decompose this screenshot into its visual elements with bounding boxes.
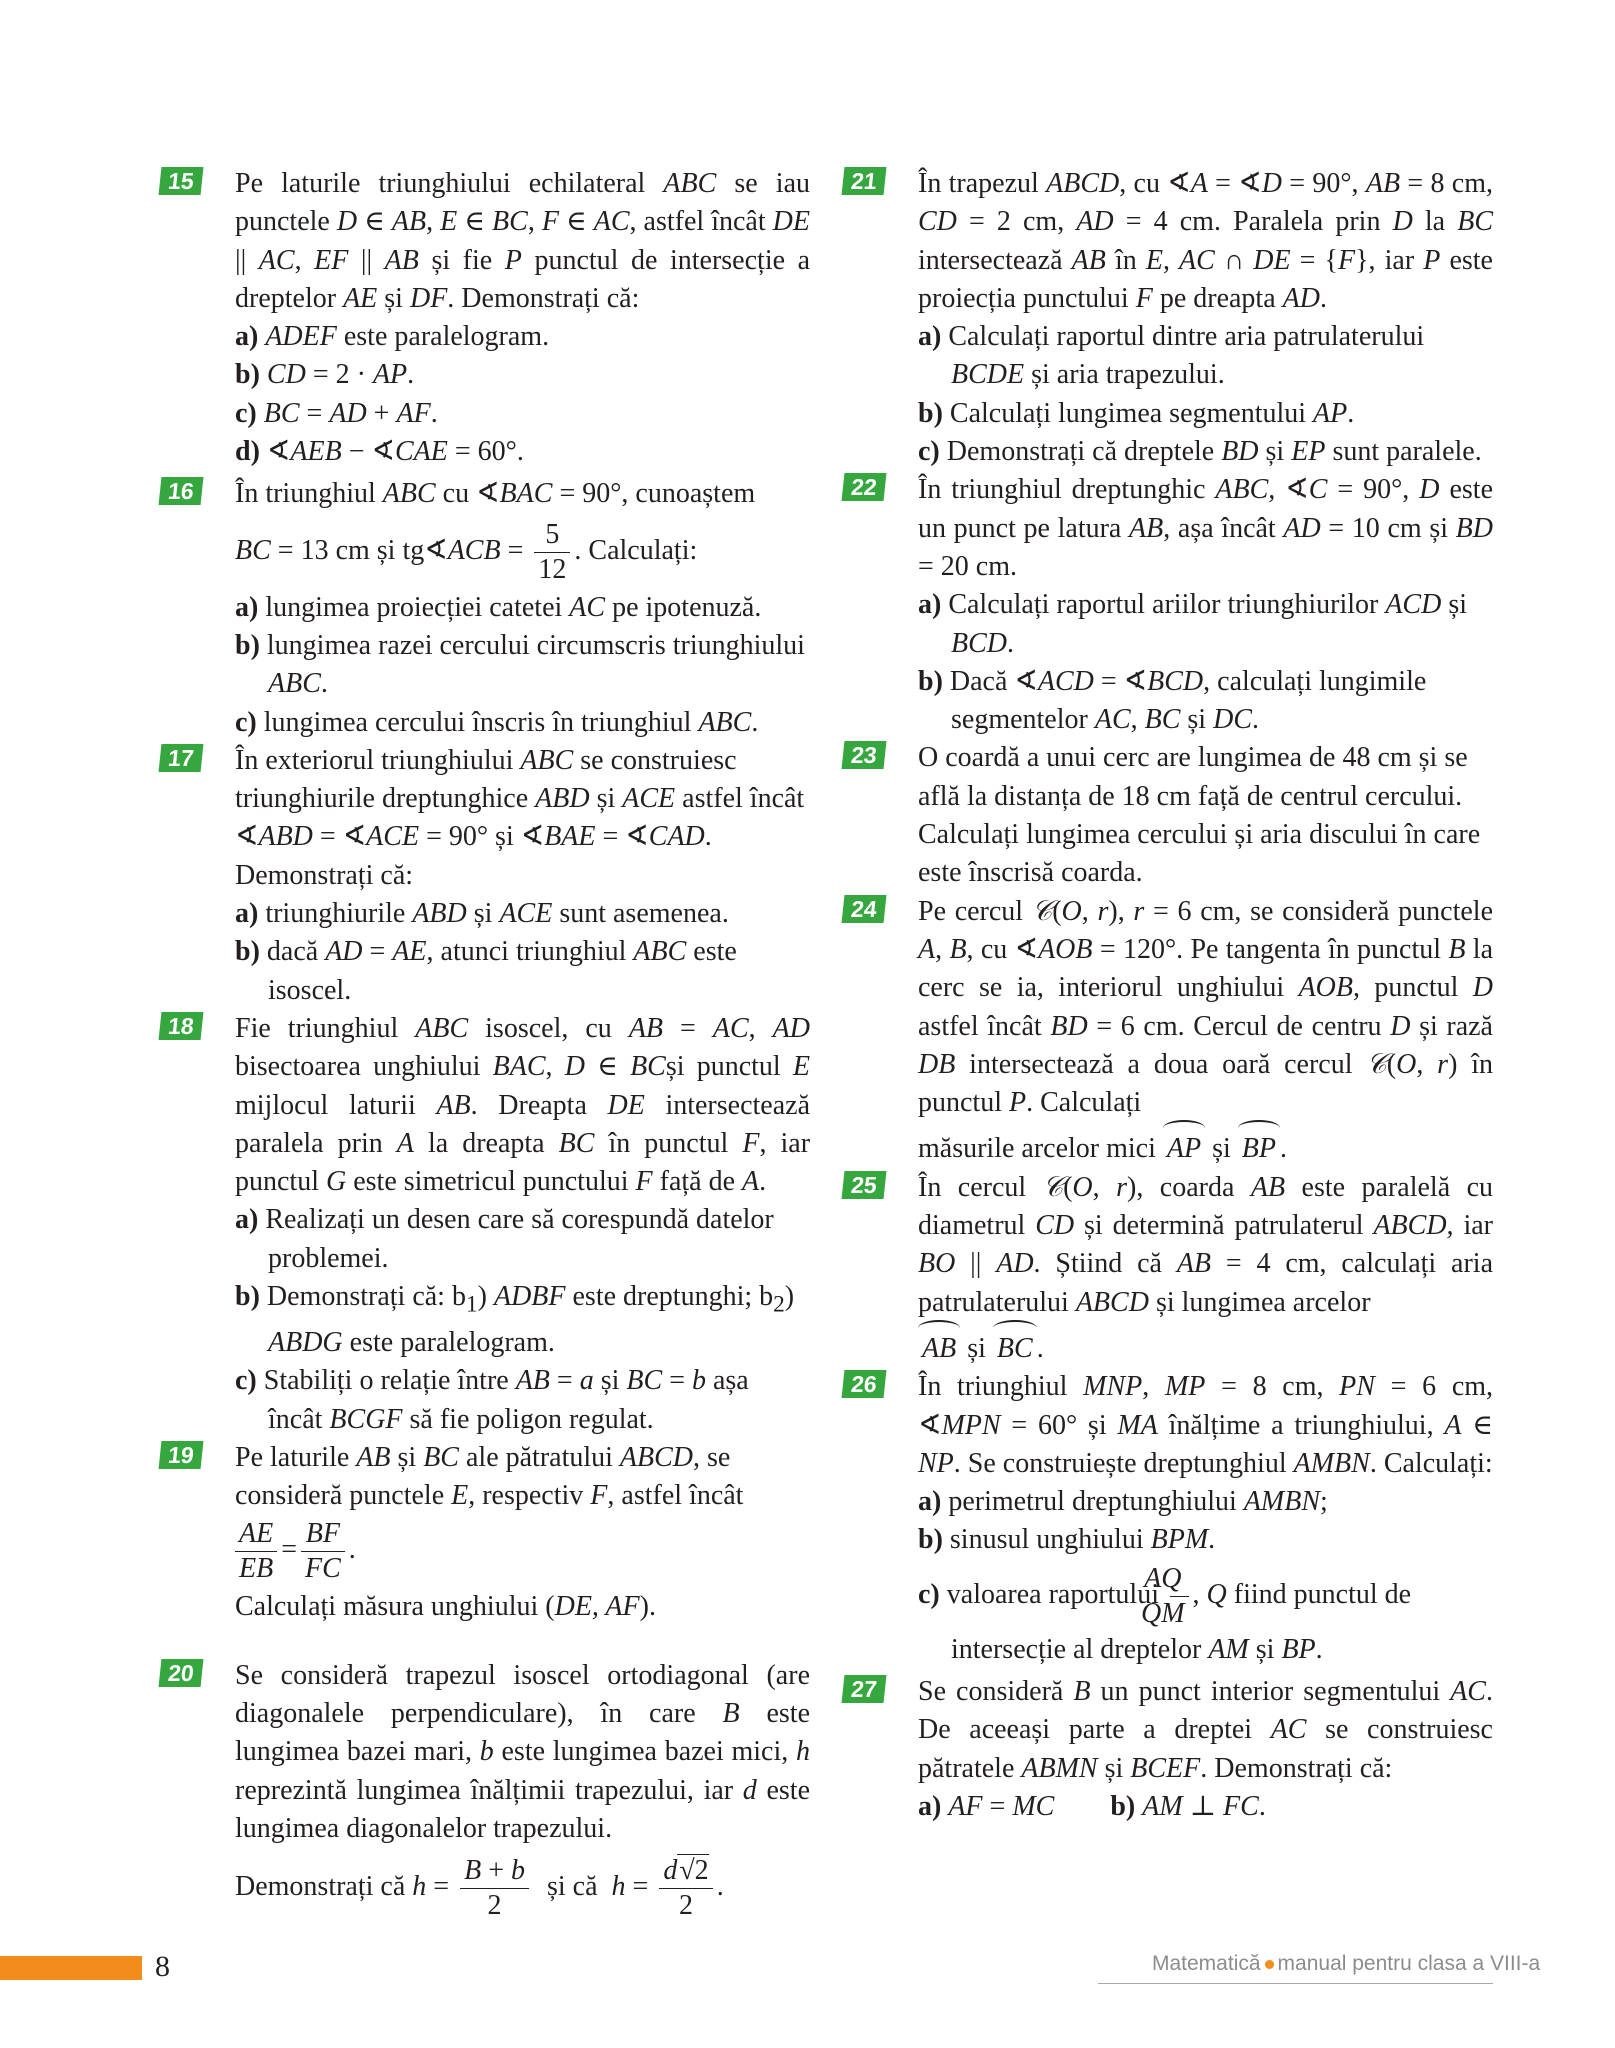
- subitem-b: b) sinusul unghiului BPM.: [918, 1524, 1216, 1556]
- subitem-c: c) valoarea raportului $\frac{AQ}{QM}$ , Q fiind punctul de intersecție al dreptelor AM și BP.: [918, 1562, 1412, 1665]
- problem-25: [843, 1169, 1493, 1368]
- problem-27: [843, 1673, 1493, 1826]
- problem-23: [843, 739, 1493, 892]
- problem-number-badge: 27: [842, 1675, 887, 1703]
- arc-line: măsurile arcelor mici AP și BP .: [918, 1130, 1493, 1168]
- problem-statement: În triunghiul dreptunghic ABC, ∢C = 90°, D este un punct pe latura AB, așa încât AD = 10 cm și BD = 20 cm.: [918, 474, 1493, 582]
- problem-16: [160, 475, 810, 741]
- subitem-a: a) Calculați raportul dintre aria patrulaterului BCDE și aria trapezului.: [918, 321, 1425, 391]
- problem-number-badge: 22: [842, 473, 887, 501]
- left-column: [160, 165, 810, 1923]
- subitem-b: b) lungimea razei cercului circumscris triunghiului ABC.: [235, 629, 805, 700]
- subitem-b: b) dacă AD = AE, atunci triunghiul ABC este isoscel.: [235, 936, 737, 1006]
- problem-statement: Pe cercul 𝒞(O, r), r = 6 cm, se consideră punctele A, B, cu ∢AOB = 120°. Pe tangenta în punctul B la cerc se ia, interiorul unghiului AOB, punctul D astfel încât BD = 6 cm. Cercul de centru D și rază DB intersectează a doua oară cercul 𝒞(O, r) în punctul P. Calculați: [918, 895, 1494, 1119]
- subitem-c: c) Stabiliți o relație între AB = a și BC = b așa încât BCGF să fie poligon regulat.: [235, 1365, 749, 1435]
- problem-number-badge: 17: [159, 744, 204, 772]
- subitem-b: b) Dacă ∢ACD = ∢BCD, calculați lungimile segmentelor AC, BC și DC.: [918, 665, 1427, 736]
- subitem-c: c) Demonstrați că dreptele BD și EP sunt paralele.: [918, 436, 1482, 468]
- fraction-denominator: 12: [538, 553, 567, 585]
- problem-statement: În triunghiul MNP, MP = 8 cm, PN = 6 cm, ∢MPN = 60° și MA înălțime a triunghiului, A ∈ NP. Se construiește dreptunghiul AMBN. Calculați:: [918, 1371, 1494, 1479]
- subitem-a: a) triunghiurile ABD și ACE sunt asemenea.: [235, 898, 729, 930]
- problem-statement: Pe laturile AB și BC ale pătratului ABCD, se consideră punctele E, respectiv F, astfel încât: [235, 1441, 744, 1512]
- footer-book-subtitle: manual pentru clasa a VIII-a: [1277, 1952, 1541, 1975]
- problem-number-badge: 16: [159, 477, 204, 505]
- subitem-b: b) Demonstrați că: $b_1$) ADBF este dreptunghi; $b_2$) ABDG este paralelogram.: [235, 1281, 795, 1358]
- problem-20: [160, 1657, 810, 1923]
- subitem-a: a) Calculați raportul ariilor triunghiurilor ACD și BCD.: [918, 589, 1468, 659]
- problem-21: [843, 165, 1493, 471]
- problem-26: [843, 1368, 1493, 1669]
- problem-statement: Se consideră B un punct interior segmentului AC. De aceeași parte a dreptei AC se construiesc pătratele ABMN și BCEF. Demonstrați că:: [918, 1675, 1493, 1784]
- problem-number-badge: 20: [159, 1659, 204, 1687]
- subitems-ab: a) AF = MC b) AM ⊥ FC.: [918, 1790, 1266, 1822]
- problem-number-badge: 26: [842, 1370, 887, 1398]
- problem-number-badge: 23: [842, 741, 887, 769]
- formula-line: Demonstrați că h = $\frac{B + b}{2}$ și că h = $\frac{d√2}{2}$ .: [235, 1855, 724, 1922]
- problem-18: [160, 1010, 810, 1439]
- subitem-a: a) lungimea proiecției catetei AC pe ipotenuză.: [235, 591, 762, 623]
- problem-statement: Se consideră trapezul isoscel ortodiagonal (are diagonalele perpendiculare), în care B este lungimea bazei mari, b este lungimea bazei mici, h reprezintă lungimea înălțimii trapezului, iar d este lungimea diagonalelor trapezului.: [235, 1659, 811, 1844]
- subitem-b: b) Calculați lungimea segmentului AP.: [918, 397, 1355, 429]
- problem-number-badge: 19: [159, 1441, 204, 1469]
- problem-statement-line2: BC = 13 cm și tg∢ACB = $\frac{5}{12}$ . Calculați:: [235, 518, 698, 585]
- subitem-c: c) lungimea cercului înscris în triunghiul ABC.: [235, 706, 759, 738]
- subitem-a: a) ADEF este paralelogram.: [235, 321, 550, 353]
- subitem-d: d) ∢AEB − ∢CAE = 60°.: [235, 436, 524, 468]
- problem-statement: În cercul 𝒞(O, r), coarda AB este paralelă cu diametrul CD și determină patrulaterul ABCD, iar BO || AD. Știind că AB = 4 cm, calculați aria patrulaterului ABCD și lungimea arcelor: [918, 1171, 1494, 1318]
- fraction-numerator: 5: [534, 518, 570, 553]
- problem-19: [160, 1439, 810, 1627]
- problem-number-badge: 25: [842, 1171, 887, 1199]
- footer-divider: [1098, 1983, 1493, 1984]
- subitem-a: a) Realizați un desen care să corespundă datelor problemei.: [235, 1204, 774, 1274]
- problem-statement: În trapezul ABCD, cu ∢A = ∢D = 90°, AB = 8 cm, CD = 2 cm, AD = 4 cm. Paralela prin D la BC intersectează AB în E, AC ∩ DE = {F}, iar P este proiecția punctului F pe dreapta AD.: [918, 168, 1493, 314]
- footer-book-name: Matematică: [1152, 1952, 1261, 1975]
- problem-statement: Fie triunghiul ABC isoscel, cu AB = AC, AD bisectoarea unghiului BAC, D ∈ BCși punctul E mijlocul laturii AB. Dreapta DE intersectează paralela prin A la dreapta BC în punctul F, iar punctul G este simetricul punctului F față de A.: [235, 1012, 811, 1198]
- problem-number-badge: 18: [159, 1012, 204, 1040]
- subitem-a: a) perimetrul dreptunghiului AMBN;: [918, 1486, 1328, 1518]
- problem-number-badge: 21: [842, 167, 887, 195]
- problem-statement: În triunghiul ABC cu ∢BAC = 90°, cunoaștem: [235, 478, 756, 510]
- fraction-tg: [534, 518, 570, 587]
- page-number: 8: [155, 1950, 170, 1983]
- problem-question: Calculați măsura unghiului (DE, AF).: [235, 1591, 656, 1623]
- problem-number-badge: 15: [159, 167, 204, 195]
- problem-22: [843, 471, 1493, 739]
- footer-book-title: [1152, 1952, 1540, 1976]
- ratio-equation: $\frac{AE}{EB}$ = $\frac{BF}{FC}$ .: [235, 1517, 810, 1586]
- problem-number-badge: 24: [842, 895, 887, 923]
- footer-accent-bar: [0, 1956, 142, 1980]
- problem-statement: În exteriorul triunghiului ABC se construiesc triunghiurile dreptunghice ABD și ACE astfel încât ∢ABD = ∢ACE = 90° și ∢BAE = ∢CAD. Demonstrați că:: [235, 744, 805, 891]
- problem-15: [160, 165, 810, 471]
- problem-statement: Pe laturile triunghiului echilateral ABC se iau punctele D ∈ AB, E ∈ BC, F ∈ AC, astfel încât DE || AC, EF || AB și fie P punctul de intersecție a dreptelor AE și DF. Demonstrați că:: [235, 168, 811, 314]
- bullet-icon: [1265, 1960, 1274, 1969]
- arc-line: AB și BC .: [918, 1330, 1493, 1368]
- subitem-b: b) CD = 2 · AP.: [235, 359, 415, 391]
- problem-17: [160, 742, 810, 1010]
- right-column: [843, 165, 1493, 1826]
- subitem-c: c) BC = AD + AF.: [235, 397, 438, 429]
- problem-24: [843, 893, 1493, 1169]
- problem-statement: O coardă a unui cerc are lungimea de 48 cm și se află la distanța de 18 cm față de centrul cercului. Calculați lungimea cercului și aria discului în care este înscrisă coarda.: [918, 742, 1481, 889]
